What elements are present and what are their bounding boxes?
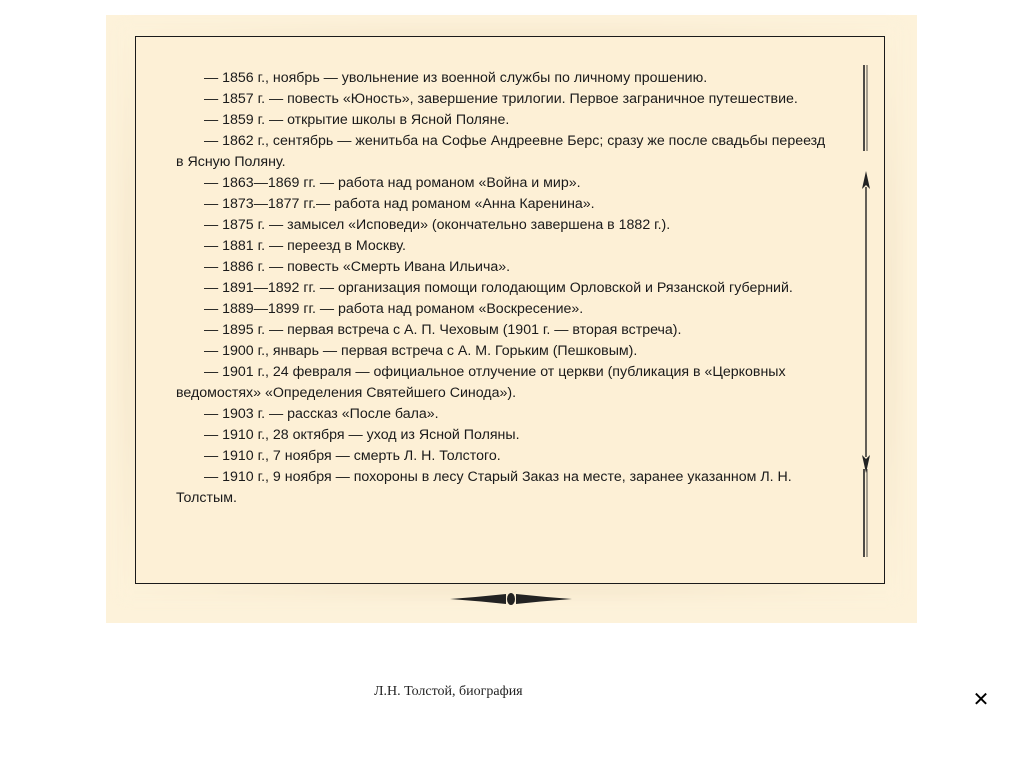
timeline-text bbox=[176, 68, 826, 509]
timeline-line: — 1862 г., сентябрь — женитьба на Софье Андреевне Берс; сразу же после свадьбы переезд в Ясную Поляну. bbox=[176, 133, 826, 170]
timeline-line: — 1891—1892 гг. — организация помощи голодающим Орловской и Рязанской губерний. bbox=[204, 280, 793, 296]
timeline-line: — 1886 г. — повесть «Смерть Ивана Ильича». bbox=[204, 259, 511, 275]
timeline-line: — 1910 г., 7 ноября — смерть Л. Н. Толстого. bbox=[204, 448, 501, 464]
vertical-scroll-ornament-icon bbox=[856, 63, 876, 559]
timeline-line: — 1859 г. — открытие школы в Ясной Поляне. bbox=[204, 112, 510, 128]
content-panel bbox=[135, 36, 885, 584]
close-icon[interactable]: ✕ bbox=[972, 687, 990, 711]
slide-caption: Л.Н. Толстой, биография bbox=[374, 684, 523, 699]
timeline-line: — 1900 г., январь — первая встреча с А. М. Горьким (Пешковым). bbox=[204, 343, 638, 359]
timeline-line: — 1875 г. — замысел «Исповеди» (окончательно завершена в 1882 г.). bbox=[204, 217, 671, 233]
timeline-line: — 1895 г. — первая встреча с А. П. Чеховым (1901 г. — вторая встреча). bbox=[204, 322, 682, 338]
horizontal-scroll-ornament-icon bbox=[448, 590, 574, 608]
timeline-line: — 1856 г., ноябрь — увольнение из военной службы по личному прошению. bbox=[204, 70, 708, 86]
timeline-line: — 1910 г., 28 октября — уход из Ясной Поляны. bbox=[204, 427, 520, 443]
timeline-line: — 1889—1899 гг. — работа над романом «Воскресение». bbox=[204, 301, 584, 317]
timeline-line: — 1873—1877 гг.— работа над романом «Анна Каренина». bbox=[204, 196, 595, 212]
timeline-line: — 1901 г., 24 февраля — официальное отлучение от церкви (публикация в «Церковных ведомостях» «Определения Святейшего Синода»). bbox=[176, 364, 786, 401]
timeline-line: — 1857 г. — повесть «Юность», завершение трилогии. Первое заграничное путешествие. bbox=[204, 91, 798, 107]
timeline-line: — 1903 г. — рассказ «После бала». bbox=[204, 406, 439, 422]
timeline-line: — 1881 г. — переезд в Москву. bbox=[204, 238, 406, 254]
timeline-line: — 1910 г., 9 ноября — похороны в лесу Старый Заказ на месте, заранее указанном Л. Н. Толстым. bbox=[176, 469, 792, 506]
timeline-line: — 1863—1869 гг. — работа над романом «Война и мир». bbox=[204, 175, 581, 191]
